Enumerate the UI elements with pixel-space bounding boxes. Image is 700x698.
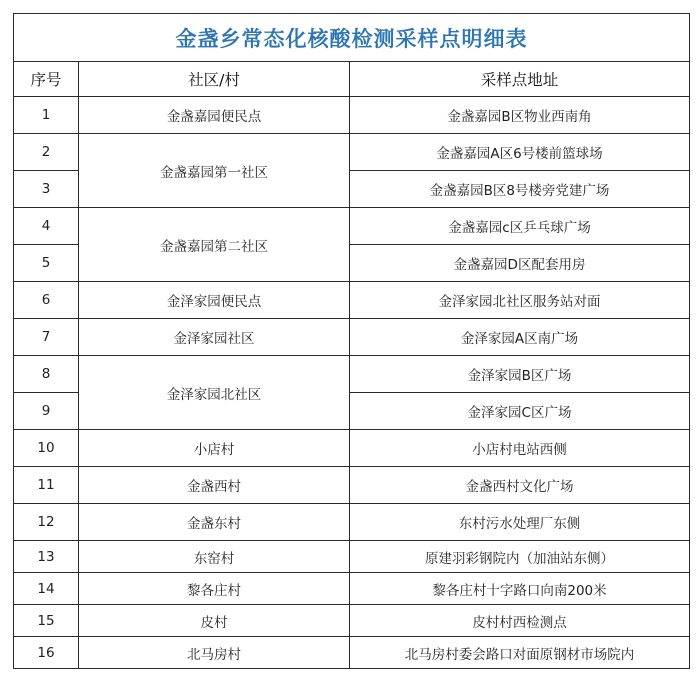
sampling-points-table <box>13 13 690 669</box>
table-row <box>14 282 690 319</box>
cell-address: 金盏嘉园A区6号楼前篮球场 <box>350 134 690 171</box>
cell-address: 金盏嘉园D区配套用房 <box>350 245 690 282</box>
sampling-points-sheet <box>13 13 689 669</box>
table-title: 金盏乡常态化核酸检测采样点明细表 <box>14 14 690 62</box>
cell-community: 金盏嘉园便民点 <box>79 97 350 134</box>
cell-seq: 12 <box>14 504 79 541</box>
cell-community: 金盏嘉园第二社区 <box>79 208 350 282</box>
cell-address: 原建羽彩钢院内（加油站东侧） <box>350 541 690 573</box>
cell-community: 金泽家园北社区 <box>79 356 350 430</box>
cell-community: 金盏东村 <box>79 504 350 541</box>
table-row <box>14 97 690 134</box>
cell-seq: 4 <box>14 208 79 245</box>
table-row <box>14 430 690 467</box>
cell-address: 金泽家园A区南广场 <box>350 319 690 356</box>
header-row <box>14 62 690 97</box>
cell-address: 皮村村西检测点 <box>350 605 690 637</box>
cell-seq: 10 <box>14 430 79 467</box>
cell-address: 金盏嘉园B区物业西南角 <box>350 97 690 134</box>
cell-community: 皮村 <box>79 605 350 637</box>
cell-address: 黎各庄村十字路口向南200米 <box>350 573 690 605</box>
cell-community: 小店村 <box>79 430 350 467</box>
cell-address: 东村污水处理厂东侧 <box>350 504 690 541</box>
cell-seq: 11 <box>14 467 79 504</box>
cell-address: 金盏嘉园B区8号楼旁党建广场 <box>350 171 690 208</box>
cell-address: 小店村电站西侧 <box>350 430 690 467</box>
cell-address: 金泽家园C区广场 <box>350 393 690 430</box>
cell-community: 黎各庄村 <box>79 573 350 605</box>
cell-community: 金泽家园社区 <box>79 319 350 356</box>
cell-address: 金泽家园B区广场 <box>350 356 690 393</box>
table-row <box>14 134 690 171</box>
header-address: 采样点地址 <box>350 62 690 97</box>
cell-community: 金盏嘉园第一社区 <box>79 134 350 208</box>
table-row <box>14 573 690 605</box>
cell-address: 金盏西村文化广场 <box>350 467 690 504</box>
cell-seq: 1 <box>14 97 79 134</box>
header-seq: 序号 <box>14 62 79 97</box>
cell-seq: 15 <box>14 605 79 637</box>
cell-seq: 9 <box>14 393 79 430</box>
table-row <box>14 356 690 393</box>
cell-seq: 6 <box>14 282 79 319</box>
cell-address: 北马房村委会路口对面原钢材市场院内 <box>350 637 690 669</box>
table-row <box>14 637 690 669</box>
cell-seq: 13 <box>14 541 79 573</box>
cell-seq: 5 <box>14 245 79 282</box>
table-row <box>14 504 690 541</box>
cell-address: 金盏嘉园c区乒乓球广场 <box>350 208 690 245</box>
cell-community: 北马房村 <box>79 637 350 669</box>
cell-address: 金泽家园北社区服务站对面 <box>350 282 690 319</box>
table-row <box>14 319 690 356</box>
table-row <box>14 605 690 637</box>
cell-seq: 8 <box>14 356 79 393</box>
cell-seq: 7 <box>14 319 79 356</box>
cell-seq: 3 <box>14 171 79 208</box>
cell-community: 金泽家园便民点 <box>79 282 350 319</box>
cell-community: 金盏西村 <box>79 467 350 504</box>
cell-community: 东窑村 <box>79 541 350 573</box>
cell-seq: 14 <box>14 573 79 605</box>
cell-seq: 2 <box>14 134 79 171</box>
table-row <box>14 208 690 245</box>
table-row <box>14 541 690 573</box>
cell-seq: 16 <box>14 637 79 669</box>
table-row <box>14 467 690 504</box>
header-community: 社区/村 <box>79 62 350 97</box>
